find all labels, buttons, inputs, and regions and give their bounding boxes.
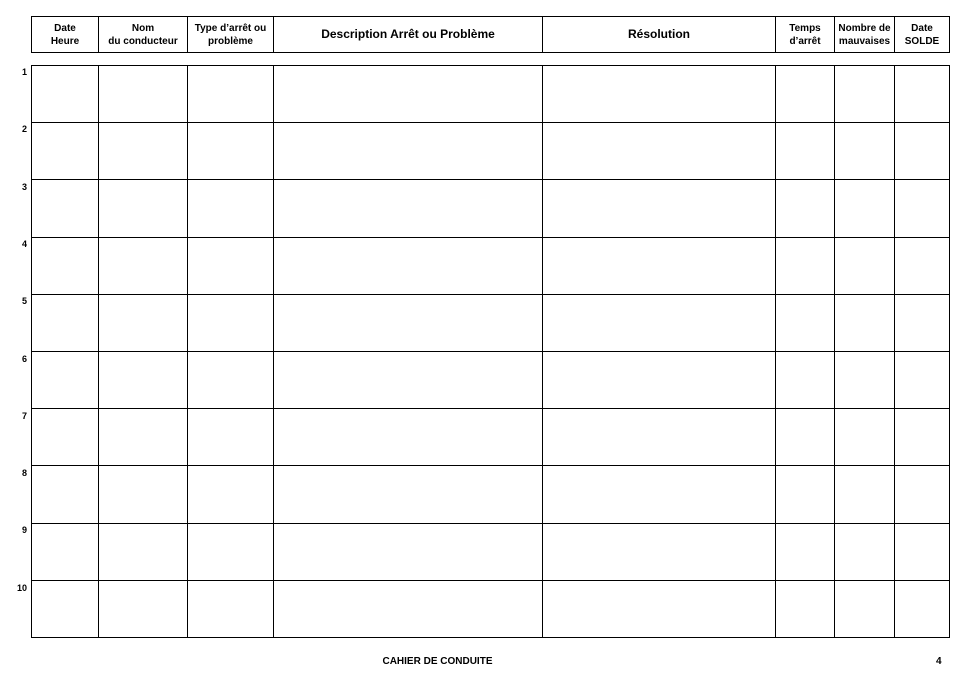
cell-resolution[interactable]: [543, 237, 776, 294]
cell-date-heure[interactable]: [32, 180, 99, 237]
cell-temps-arret[interactable]: [776, 409, 835, 466]
cell-date-heure[interactable]: [32, 580, 99, 637]
cell-nom-conducteur[interactable]: [99, 351, 188, 408]
cell-temps-arret[interactable]: [776, 66, 835, 123]
cell-type-arret[interactable]: [188, 351, 274, 408]
cell-nom-conducteur[interactable]: [99, 294, 188, 351]
log-table-body: [32, 66, 950, 638]
cell-temps-arret[interactable]: [776, 123, 835, 180]
cell-type-arret[interactable]: [188, 237, 274, 294]
table-row: [32, 580, 950, 637]
cell-nombre-mauvaises[interactable]: [835, 409, 895, 466]
cell-type-arret[interactable]: [188, 180, 274, 237]
table-row: [32, 123, 950, 180]
row-number: 4: [21, 238, 27, 249]
row-number: 5: [21, 296, 27, 307]
cell-date-heure[interactable]: [32, 351, 99, 408]
cell-nom-conducteur[interactable]: [99, 409, 188, 466]
cell-description[interactable]: [274, 66, 543, 123]
cell-nombre-mauvaises[interactable]: [835, 180, 895, 237]
row-number: 8: [21, 468, 27, 479]
table-row: [32, 237, 950, 294]
header-type-arret: Type d’arrêt ou problème: [188, 17, 274, 53]
cell-date-heure[interactable]: [32, 66, 99, 123]
cell-description[interactable]: [274, 466, 543, 523]
table-row: [32, 180, 950, 237]
cell-temps-arret[interactable]: [776, 180, 835, 237]
cell-temps-arret[interactable]: [776, 466, 835, 523]
cell-nom-conducteur[interactable]: [99, 523, 188, 580]
cell-resolution[interactable]: [543, 580, 776, 637]
cell-description[interactable]: [274, 237, 543, 294]
table-row: [32, 294, 950, 351]
cell-date-heure[interactable]: [32, 123, 99, 180]
cell-nombre-mauvaises[interactable]: [835, 66, 895, 123]
cell-date-solde[interactable]: [895, 523, 950, 580]
cell-date-solde[interactable]: [895, 466, 950, 523]
header-description: Description Arrêt ou Problème: [274, 17, 543, 53]
header-date-solde: Date SOLDE: [895, 17, 950, 53]
log-table: [31, 65, 950, 638]
header-row: [32, 17, 950, 53]
cell-resolution[interactable]: [543, 180, 776, 237]
header-temps-arret: Temps d’arrêt: [776, 17, 835, 53]
cell-type-arret[interactable]: [188, 523, 274, 580]
footer-title: CAHIER DE CONDUITE: [382, 656, 493, 667]
cell-temps-arret[interactable]: [776, 523, 835, 580]
table-row: [32, 466, 950, 523]
cell-nom-conducteur[interactable]: [99, 66, 188, 123]
cell-type-arret[interactable]: [188, 409, 274, 466]
header-nom-conducteur: Nom du conducteur: [99, 17, 188, 53]
cell-date-heure[interactable]: [32, 409, 99, 466]
cell-date-solde[interactable]: [895, 237, 950, 294]
cell-resolution[interactable]: [543, 123, 776, 180]
cell-description[interactable]: [274, 294, 543, 351]
row-number: 3: [21, 181, 27, 192]
cell-resolution[interactable]: [543, 351, 776, 408]
cell-type-arret[interactable]: [188, 294, 274, 351]
table-row: [32, 66, 950, 123]
cell-description[interactable]: [274, 580, 543, 637]
cell-date-heure[interactable]: [32, 237, 99, 294]
header-nombre-mauvaises: Nombre de mauvaises: [835, 17, 895, 53]
cell-resolution[interactable]: [543, 294, 776, 351]
cell-date-heure[interactable]: [32, 466, 99, 523]
cell-date-solde[interactable]: [895, 66, 950, 123]
cell-date-solde[interactable]: [895, 409, 950, 466]
cell-resolution[interactable]: [543, 66, 776, 123]
header-resolution: Résolution: [543, 17, 776, 53]
cell-date-solde[interactable]: [895, 351, 950, 408]
cell-date-solde[interactable]: [895, 180, 950, 237]
cell-resolution[interactable]: [543, 523, 776, 580]
cell-type-arret[interactable]: [188, 66, 274, 123]
cell-nombre-mauvaises[interactable]: [835, 523, 895, 580]
row-number: 6: [21, 353, 27, 364]
cell-date-heure[interactable]: [32, 523, 99, 580]
cell-temps-arret[interactable]: [776, 351, 835, 408]
row-number: 7: [21, 410, 27, 421]
row-number: 2: [21, 124, 27, 135]
cell-nom-conducteur[interactable]: [99, 237, 188, 294]
cell-temps-arret[interactable]: [776, 237, 835, 294]
table-row: [32, 523, 950, 580]
cell-temps-arret[interactable]: [776, 294, 835, 351]
cell-nombre-mauvaises[interactable]: [835, 123, 895, 180]
cell-nombre-mauvaises[interactable]: [835, 351, 895, 408]
row-number: 9: [21, 525, 27, 536]
cell-nom-conducteur[interactable]: [99, 580, 188, 637]
cell-nombre-mauvaises[interactable]: [835, 237, 895, 294]
cell-description[interactable]: [274, 523, 543, 580]
cell-resolution[interactable]: [543, 409, 776, 466]
cell-description[interactable]: [274, 123, 543, 180]
cell-nombre-mauvaises[interactable]: [835, 580, 895, 637]
cell-type-arret[interactable]: [188, 123, 274, 180]
cell-description[interactable]: [274, 351, 543, 408]
cell-nom-conducteur[interactable]: [99, 123, 188, 180]
cell-nom-conducteur[interactable]: [99, 466, 188, 523]
cell-nombre-mauvaises[interactable]: [835, 466, 895, 523]
cell-nombre-mauvaises[interactable]: [835, 294, 895, 351]
cell-description[interactable]: [274, 180, 543, 237]
cell-description[interactable]: [274, 409, 543, 466]
table-row: [32, 351, 950, 408]
row-number: 10: [16, 582, 27, 593]
header-table: [31, 16, 950, 53]
cell-type-arret[interactable]: [188, 580, 274, 637]
table-row: [32, 409, 950, 466]
row-number: 1: [21, 67, 27, 77]
cell-date-solde[interactable]: [895, 294, 950, 351]
cell-nom-conducteur[interactable]: [99, 180, 188, 237]
page-number: 4: [936, 656, 942, 667]
header-date-heure: Date Heure: [32, 17, 99, 53]
cell-date-solde[interactable]: [895, 123, 950, 180]
cell-resolution[interactable]: [543, 466, 776, 523]
cell-date-heure[interactable]: [32, 294, 99, 351]
cell-type-arret[interactable]: [188, 466, 274, 523]
cell-temps-arret[interactable]: [776, 580, 835, 637]
cell-date-solde[interactable]: [895, 580, 950, 637]
